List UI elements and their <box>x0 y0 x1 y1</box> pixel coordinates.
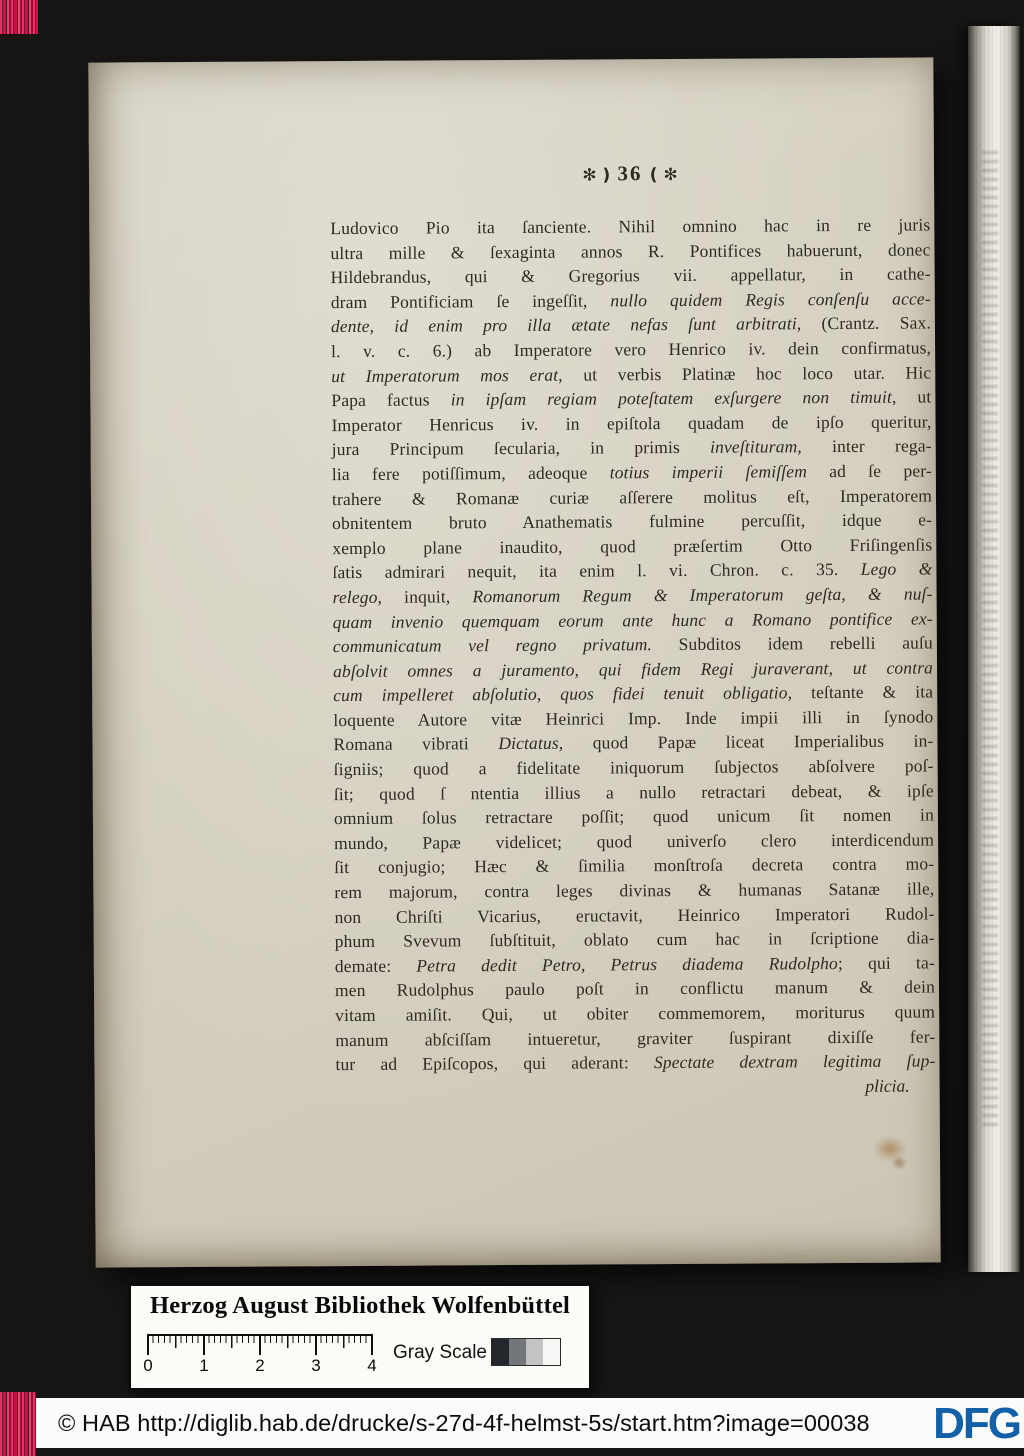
text-line: dram Pontificiam ſe ingeſſit, nullo quidem Regis conſenſu acce- <box>330 288 931 312</box>
text-line: Romana vibrati Dictatus, quod Papæ liceat Imperialibus in- <box>333 730 934 755</box>
gray-patch <box>526 1339 543 1365</box>
label-measure-row <box>131 1330 589 1388</box>
adjacent-page-text-blur <box>982 146 998 1126</box>
dfg-logo: DFG <box>933 1399 1020 1448</box>
header-ornament-left: ✻ ) <box>582 165 611 186</box>
text-line: Imperator Henricus iv. in epiſtola quadam de ipſo queritur, <box>331 411 932 435</box>
book-fore-edge <box>968 26 1020 1272</box>
scanned-book-page <box>88 57 940 1267</box>
text-line: relego, inquit, Romanorum Regum & Imperatorum geſta, & nuſ- <box>332 583 933 608</box>
page-header <box>330 157 930 191</box>
text-line: ſit conjugio; Hæc & ſimilia monſtroſa decreta contra mo- <box>334 853 935 878</box>
ruler <box>143 1334 377 1378</box>
color-calibration-strip-bottom <box>0 1392 36 1456</box>
text-line: lia fere potiſſimum, adeoque totius imperii ſemiſſem ad ſe per- <box>331 460 932 485</box>
text-line: ſigniis; quod a fidelitate iniquorum ſubjectos abſolvere poſ- <box>333 755 934 780</box>
text-line: abſolvit omnes a juramento, qui fidem Regi juraverant, ut contra <box>332 657 934 681</box>
gray-scale-label: Gray Scale <box>393 1342 487 1363</box>
text-line: Papa factus in ipſam regiam poteſtatem exſurgere non timuit, ut <box>331 386 932 411</box>
source-url-text: © HAB http://diglib.hab.de/drucke/s-27d-4f-helmst-5s/start.htm?image=00038 <box>58 1409 870 1436</box>
ruler-number: 1 <box>199 1356 209 1375</box>
text-line: rem majorum, contra leges divinas & humanas Satanæ ille, <box>334 878 935 903</box>
text-line: trahere & Romanæ curiæ aſſerere molitus eſt, Imperatorem <box>331 484 933 509</box>
text-line: xemplo plane inaudito, quod præſertim Otto Friſingenſis <box>332 534 933 558</box>
text-line: non Chriſti Vicarius, eructavit, Heinrico Imperatori Rudol- <box>334 903 935 927</box>
library-name: Herzog August Bibliothek Wolfenbüttel <box>149 1292 571 1319</box>
text-line: Ludovico Pio ita ſanciente. Nihil omnino hac in re juris <box>330 214 931 239</box>
text-line: ſit; quod ſ ntentia illius a nullo retractari debeat, & ipſe <box>333 780 934 804</box>
ruler-number: 0 <box>143 1356 153 1375</box>
text-line: obnitentem bruto Anathematis fulmine percuſſit, idque e- <box>332 509 933 534</box>
ruler-number: 2 <box>255 1356 265 1375</box>
ruler-number: 4 <box>367 1356 377 1375</box>
text-line: mundo, Papæ videlicet; quod univerſo clero interdicendum <box>334 829 935 853</box>
text-line: loquente Autore vitæ Heinrici Imp. Inde impii illi in ſynodo <box>333 706 934 730</box>
ruler-cm-ticks <box>147 1334 375 1355</box>
text-line: tur ad Epiſcopos, qui aderant: Spectate dextram legitima ſup- <box>335 1050 936 1075</box>
text-line: Hildebrandus, qui & Gregorius vii. appellatur, in cathe- <box>330 263 931 288</box>
text-line: cum impelleret abſolutio, quos fidei tenuit obligatio, teſtante & ita <box>333 681 934 706</box>
ruler-numbers <box>143 1356 377 1376</box>
gray-patch <box>509 1339 526 1365</box>
text-line: communicatum vel regno privatum. Subditos idem rebelli auſu <box>332 632 933 657</box>
text-line: l. v. c. 6.) ab Imperatore vero Henrico iv. dein confirmatus, <box>331 337 932 362</box>
paper-stain-small <box>891 1156 907 1170</box>
text-line: demate: Petra dedit Petro, Petrus diadema Rudolpho; qui ta- <box>334 952 935 976</box>
text-line: vitam amiſit. Qui, ut obiter commemorem, moriturus quum <box>335 1001 936 1026</box>
color-calibration-strip-top <box>0 0 38 34</box>
closing-word: plicia. <box>865 1075 910 1096</box>
gray-patch <box>543 1339 560 1365</box>
page-text-area <box>330 157 936 1101</box>
text-line: phum Svevum ſubſtituit, oblato cum hac in ſcriptione dia- <box>334 927 935 952</box>
text-line: quam invenio quemquam eorum ante hunc a Romano pontifice ex- <box>332 607 933 632</box>
page-body <box>330 212 935 1076</box>
text-line: ut Imperatorum mos erat, ut verbis Platinæ hoc loco utar. Hic <box>331 362 932 386</box>
text-line: ultra mille & ſexaginta annos R. Pontifices habuerunt, donec <box>330 239 931 263</box>
text-line: omnium ſolus retractare poſſit; quod unicum ſit nomen in <box>333 804 934 829</box>
text-line: men Rudolphus paulo poſt in conflictu manum & dein <box>334 976 936 1001</box>
library-label <box>128 1283 592 1391</box>
gray-scale-patches <box>491 1338 561 1366</box>
text-line: dente, id enim pro illa ætate nefas ſunt arbitrati, (Crantz. Sax. <box>330 312 931 337</box>
text-line: ſatis admirari nequit, ita enim l. vi. Chron. c. 35. Lego & <box>332 558 933 583</box>
gray-patch <box>492 1339 509 1365</box>
page-number: 36 <box>617 161 643 186</box>
source-bar <box>36 1398 1024 1448</box>
header-ornament-right: ( ✻ <box>649 164 678 186</box>
text-line: jura Principum ſecularia, in primis inveſtituram, inter rega- <box>331 435 932 460</box>
ruler-number: 3 <box>311 1356 321 1375</box>
text-line: manum abſciſſam intueretur, graviter ſuspirant dixiſſe fer- <box>335 1026 936 1050</box>
